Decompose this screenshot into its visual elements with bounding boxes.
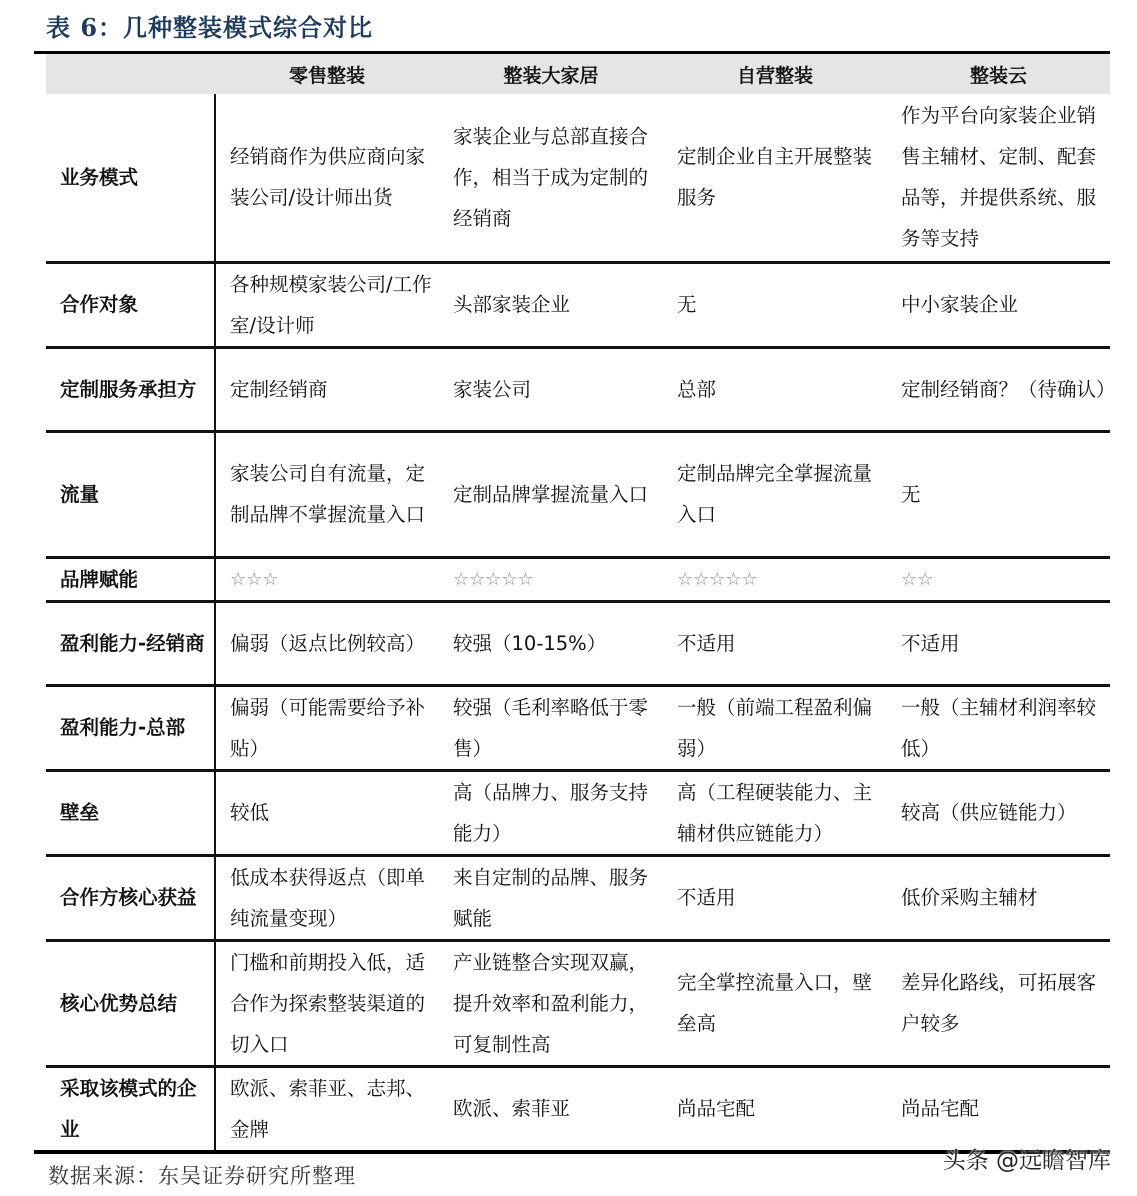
table-cell: 较强（毛利率略低于零售） [439,685,663,770]
row-header: 盈利能力-总部 [46,685,215,770]
table-row [46,262,1110,347]
table-cell: 不适用 [663,855,887,940]
table-cell: 低价采购主辅材 [887,855,1110,940]
table-cell: 尚品宅配 [887,1066,1110,1150]
comparison-table [46,54,1116,1150]
data-source-note: 数据来源：东吴证券研究所整理 [48,1164,356,1188]
table-cell: 较高（供应链能力） [887,770,1110,855]
table-cell: 经销商作为供应商向家装公司/设计师出货 [230,145,426,210]
table-cell: 欧派、索菲亚 [439,1066,663,1150]
header-retail-package: 零售整装 [215,54,439,94]
table-cell: 不适用 [663,601,887,685]
table-cell: 定制经销商？（待确认） [887,347,1110,431]
table-row [46,347,1110,431]
row-header: 核心优势总结 [46,940,215,1066]
star-rating-cell: ☆☆☆ [215,557,439,601]
table-cell: 各种规模家装公司/工作室/设计师 [215,262,439,347]
header-home-furnishing: 整装大家居 [439,54,663,94]
table-row [46,557,1110,601]
table-cell: 高（品牌力、服务支持能力） [439,770,663,855]
table-cell: 中小家装企业 [887,262,1110,347]
table-row [46,685,1110,770]
table-row [46,855,1110,940]
table-cell: 定制品牌掌握流量入口 [439,431,663,557]
table-title: 表 6：几种整装模式综合对比 [46,13,374,42]
table-cell: 无 [663,262,887,347]
row-header: 盈利能力-经销商 [46,601,215,685]
table-cell: 头部家装企业 [439,262,663,347]
table-row [46,770,1110,855]
table-cell: 偏弱（可能需要给予补贴） [215,685,439,770]
row-header: 采取该模式的企业 [46,1066,215,1150]
row-header: 业务模式 [46,94,215,262]
header-cell-empty [46,54,215,94]
table-cell: 来自定制的品牌、服务赋能 [439,855,663,940]
table-cell: 门槛和前期投入低，适合作为探索整装渠道的切入口 [215,940,439,1066]
table-row [46,601,1110,685]
table-cell: 不适用 [887,601,1110,685]
table-cell: 一般（主辅材利润率较低） [887,685,1110,770]
row-header: 流量 [46,431,215,557]
table-cell: 作为平台向家装企业销售主辅材、定制、配套品等，并提供系统、服务等支持 [901,104,1097,251]
header-package-cloud: 整装云 [887,54,1110,94]
watermark: 头条 @远瞻智库 [942,1148,1111,1174]
table-cell: 定制经销商 [215,347,439,431]
row-header: 合作对象 [46,262,215,347]
table-cell: 低成本获得返点（即单纯流量变现） [215,855,439,940]
table-cell: 较强（10-15%） [439,601,663,685]
table-row [46,431,1110,557]
table-cell: 定制品牌完全掌握流量入口 [663,431,887,557]
table-cell: 欧派、索菲亚、志邦、金牌 [215,1066,439,1150]
table-cell: 偏弱（返点比例较高） [215,601,439,685]
table-cell: 完全掌控流量入口，壁垒高 [663,940,887,1066]
table-cell: 家装公司 [439,347,663,431]
header-row [46,54,1110,94]
table-cell: 家装公司自有流量，定制品牌不掌握流量入口 [215,431,439,557]
table-row [46,1066,1110,1150]
table-row [46,94,1110,262]
star-rating-cell: ☆☆☆☆☆ [663,557,887,601]
row-header: 壁垒 [46,770,215,855]
table-cell: 一般（前端工程盈利偏弱） [663,685,887,770]
star-rating-cell: ☆☆ [887,557,1110,601]
comparison-table-container [46,51,1116,1154]
header-self-operated: 自营整装 [663,54,887,94]
table-cell: 差异化路线，可拓展客户较多 [887,940,1110,1066]
row-header: 定制服务承担方 [46,347,215,431]
table-row [46,940,1110,1066]
row-header: 品牌赋能 [46,557,215,601]
table-cell: 高（工程硬装能力、主辅材供应链能力） [663,770,887,855]
table-cell: 无 [887,431,1110,557]
star-rating-cell: ☆☆☆☆☆ [439,557,663,601]
table-cell: 定制企业自主开展整装服务 [677,145,873,210]
table-cell: 总部 [663,347,887,431]
row-header: 合作方核心获益 [46,855,215,940]
table-cell: 产业链整合实现双赢，提升效率和盈利能力，可复制性高 [439,940,663,1066]
table-cell: 较低 [215,770,439,855]
table-cell: 家装企业与总部直接合作，相当于成为定制的经销商 [453,124,649,230]
table-cell: 尚品宅配 [663,1066,887,1150]
